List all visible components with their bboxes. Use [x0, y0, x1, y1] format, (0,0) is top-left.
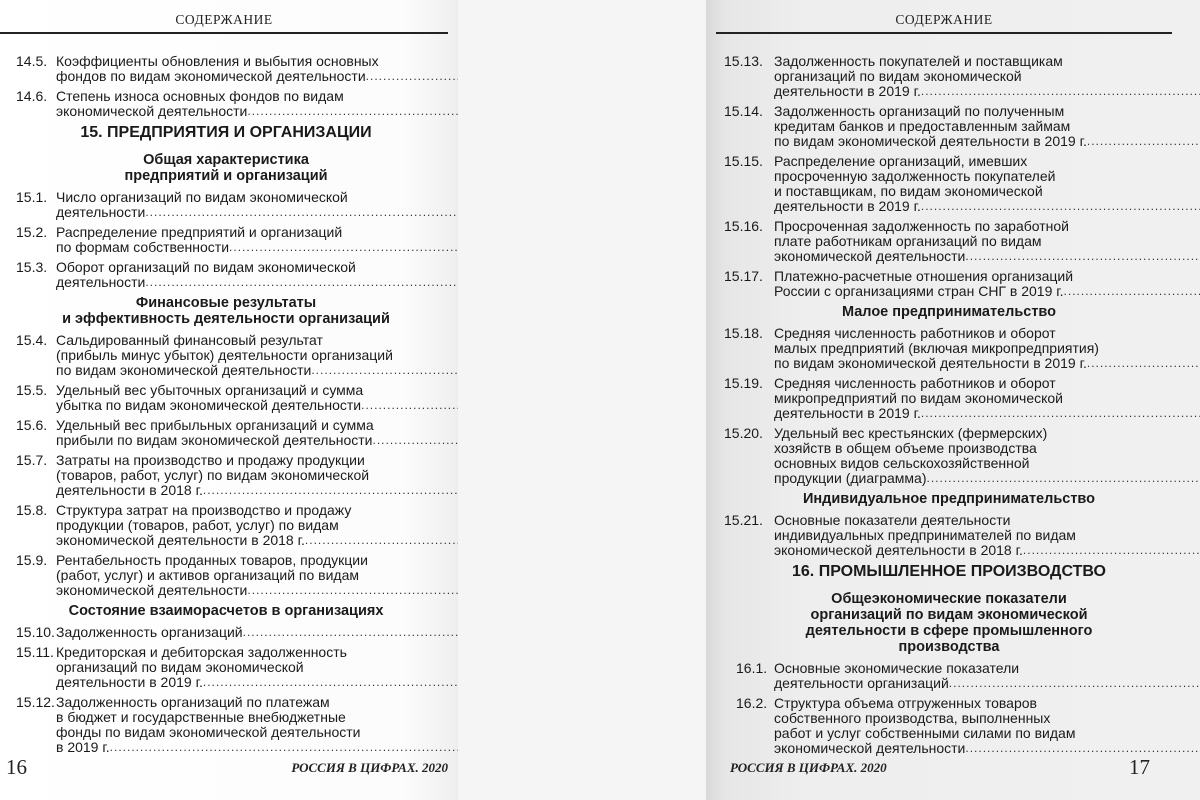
subheading-line: предприятий и организаций	[124, 168, 328, 184]
entry-title	[56, 190, 458, 220]
section-subheading	[724, 591, 1174, 655]
entry-last-line	[774, 84, 1200, 99]
dot-leader	[247, 104, 458, 119]
entry-number: 15.8.	[16, 502, 48, 518]
toc-entry[interactable]	[724, 376, 1174, 421]
entry-title	[774, 426, 1200, 486]
entry-title-line: и поставщикам, по видам экономической	[774, 183, 1043, 199]
entry-title-line: Степень износа основных фондов по видам	[56, 88, 344, 104]
entry-title-line: организаций по видам экономической	[56, 659, 304, 675]
subheading-line: Малое предпринимательство	[841, 304, 1056, 320]
entry-title-line: Задолженность покупателей и поставщикам	[774, 53, 1063, 69]
entry-last-line	[774, 471, 1200, 486]
toc-entry[interactable]	[16, 260, 436, 290]
entry-title-line: деятельности	[56, 274, 146, 290]
entry-title-line: убытка по видам экономической деятельности	[56, 397, 362, 413]
entry-title	[774, 661, 1200, 691]
entry-title-line: плате работникам организаций по видам	[774, 233, 1042, 249]
entry-title-line: малых предприятий (включая микропредприятия)	[774, 340, 1099, 356]
entry-number: 15.4.	[16, 332, 48, 348]
toc-entry[interactable]	[16, 333, 436, 378]
entry-title-line: экономической деятельности в 2018 г.	[774, 542, 1023, 558]
section-subheading	[16, 603, 436, 619]
toc-entry[interactable]	[724, 269, 1174, 299]
entry-number: 15.7.	[16, 452, 48, 468]
page-number: 16	[6, 755, 27, 779]
entry-title-line: фонды по видам экономической деятельности	[56, 724, 361, 740]
dot-leader	[243, 625, 458, 640]
entry-number: 15.17.	[724, 268, 763, 284]
dot-leader	[203, 483, 458, 498]
toc-entry[interactable]	[724, 513, 1174, 558]
section-subheading	[16, 152, 436, 184]
entry-title	[56, 625, 458, 640]
entry-title	[774, 219, 1200, 264]
dot-leader	[1087, 134, 1200, 149]
entry-title-line: организаций по видам экономической	[774, 68, 1022, 84]
entry-title-line: экономической деятельности	[56, 582, 248, 598]
entry-last-line	[774, 356, 1200, 371]
toc-entry[interactable]	[724, 154, 1174, 214]
entry-title-line: продукции (товаров, работ, услуг) по видам	[56, 517, 339, 533]
subheading-line: Общая характеристика	[143, 152, 309, 168]
entry-number: 16.2.	[736, 695, 768, 711]
entry-title-line: Структура затрат на производство и продажу	[56, 502, 352, 518]
entry-last-line	[56, 398, 458, 413]
entry-title-line: Затраты на производство и продажу продукции	[56, 452, 365, 468]
subheading-line: производства	[898, 639, 1000, 655]
entry-last-line	[56, 69, 458, 84]
entry-number: 15.19.	[724, 375, 763, 391]
toc-entry[interactable]	[724, 219, 1174, 264]
toc-entry[interactable]	[16, 190, 436, 220]
entry-number: 15.12.	[16, 694, 55, 710]
entry-title-line: Удельный вес прибыльных организаций и сумма	[56, 417, 374, 433]
entry-last-line	[774, 676, 1200, 691]
entry-title-line: по видам экономической деятельности	[56, 362, 312, 378]
entry-title	[56, 54, 458, 84]
entry-title	[774, 154, 1200, 214]
toc-entry[interactable]	[16, 418, 436, 448]
running-head: СОДЕРЖАНИЕ	[175, 12, 273, 27]
entry-title-line: (работ, услуг) и активов организаций по видам	[56, 567, 360, 583]
entry-title-line: экономической деятельности	[774, 248, 966, 264]
entry-last-line	[56, 363, 458, 378]
entry-title	[774, 104, 1200, 149]
entry-title	[774, 376, 1200, 421]
section-subheading	[16, 295, 436, 327]
entry-last-line	[774, 199, 1200, 214]
entry-title-line: Оборот организаций по видам экономической	[56, 259, 356, 275]
entry-last-line	[56, 433, 458, 448]
entry-title-line: Удельный вес крестьянских (фермерских)	[774, 425, 1048, 441]
entry-title-line: Число организаций по видам экономической	[56, 189, 348, 205]
entry-number: 15.11.	[16, 644, 54, 660]
dot-leader	[921, 84, 1200, 99]
entry-last-line	[774, 249, 1200, 264]
entry-title-line: Удельный вес убыточных организаций и сумма	[56, 382, 364, 398]
chapter-heading: 15. ПРЕДПРИЯТИЯ И ОРГАНИЗАЦИИ	[80, 124, 372, 141]
entry-last-line	[56, 740, 458, 755]
entry-number: 15.2.	[16, 224, 48, 240]
dot-leader	[247, 583, 458, 598]
subheading-line: Финансовые результаты	[135, 295, 317, 311]
toc-entry[interactable]	[16, 225, 436, 255]
entry-title-line: (прибыль минус убыток) деятельности организаций	[56, 347, 393, 363]
entry-title-line: деятельности в 2019 г.	[774, 198, 921, 214]
entry-last-line	[56, 275, 458, 290]
chapter-heading: 16. ПРОМЫШЛЕННОЕ ПРОИЗВОДСТВО	[792, 563, 1106, 580]
entry-title-line: Основные показатели деятельности	[774, 512, 1011, 528]
entry-last-line	[56, 483, 458, 498]
entry-last-line	[774, 741, 1200, 756]
entry-title-line: Распределение предприятий и организаций	[56, 224, 343, 240]
entry-title	[56, 333, 458, 378]
entry-title-line: кредитам банков и предоставленным займам	[774, 118, 1071, 134]
entry-number: 15.5.	[16, 382, 48, 398]
entry-number: 15.1.	[16, 189, 48, 205]
entry-title-line: Основные экономические показатели	[774, 660, 1020, 676]
entry-title-line: Средняя численность работников и оборот	[774, 375, 1056, 391]
entry-title	[774, 696, 1200, 756]
entry-title-line: Кредиторская и дебиторская задолженность	[56, 644, 347, 660]
entry-title-line: деятельности организаций	[774, 675, 949, 691]
entry-title-line: прибыли по видам экономической деятельности	[56, 432, 373, 448]
dot-leader	[921, 406, 1200, 421]
subheading-line: Состояние взаиморасчетов в организациях	[68, 603, 384, 619]
entry-title	[56, 645, 458, 690]
entry-last-line	[56, 583, 458, 598]
entry-title	[56, 260, 458, 290]
subheading-line: и эффективность деятельности организаций	[62, 311, 390, 327]
section-subheading	[724, 491, 1174, 507]
table-of-contents	[724, 54, 1174, 761]
dot-leader	[965, 741, 1200, 756]
entry-title-line: деятельности в 2019 г.	[56, 674, 203, 690]
subheading-line: Индивидуальное предпринимательство	[803, 491, 1095, 507]
entry-title-line: Сальдированный финансовый результат	[56, 332, 323, 348]
dot-leader	[361, 398, 458, 413]
dot-leader	[311, 363, 458, 378]
entry-number: 15.20.	[724, 425, 763, 441]
dot-leader	[373, 433, 459, 448]
dot-leader	[1064, 284, 1200, 299]
page-number: 17	[1129, 755, 1150, 779]
entry-title-line: деятельности в 2019 г.	[774, 405, 921, 421]
entry-title-line: хозяйств в общем объеме производства	[774, 440, 1037, 456]
entry-title	[56, 418, 458, 448]
table-of-contents	[16, 54, 436, 760]
entry-number: 15.21.	[724, 512, 763, 528]
entry-title-line: индивидуальных предпринимателей по видам	[774, 527, 1076, 543]
entry-number: 15.10.	[16, 624, 55, 640]
entry-title-line: Коэффициенты обновления и выбытия основных	[56, 53, 379, 69]
toc-entry[interactable]	[724, 661, 1174, 691]
subheading-line: деятельности в сфере промышленного	[805, 623, 1093, 639]
entry-number: 14.6.	[16, 88, 48, 104]
entry-title	[56, 503, 458, 548]
entry-title	[56, 553, 458, 598]
toc-entry[interactable]	[16, 695, 436, 755]
entry-title-line: в 2019 г.	[56, 739, 110, 755]
entry-last-line	[56, 675, 458, 690]
toc-entry[interactable]	[724, 326, 1174, 371]
entry-title-line: по формам собственности	[56, 239, 230, 255]
toc-entry[interactable]	[16, 645, 436, 690]
entry-number: 15.13.	[724, 53, 763, 69]
entry-number: 15.18.	[724, 325, 763, 341]
entry-last-line	[56, 104, 458, 119]
entry-number: 14.5.	[16, 53, 48, 69]
header-rule	[716, 32, 1172, 34]
toc-entry[interactable]	[16, 89, 436, 119]
entry-title	[56, 89, 458, 119]
entry-title	[774, 54, 1200, 99]
footer-title: РОССИЯ В ЦИФРАХ. 2020	[291, 760, 448, 775]
entry-title-line: деятельности в 2018 г.	[56, 482, 203, 498]
entry-last-line	[774, 134, 1200, 149]
entry-title	[56, 695, 458, 755]
entry-title	[774, 269, 1200, 299]
entry-title-line: микропредприятий по видам экономической	[774, 390, 1063, 406]
toc-entry[interactable]	[724, 104, 1174, 149]
toc-entry[interactable]	[16, 625, 436, 640]
entry-last-line	[774, 406, 1200, 421]
footer-title: РОССИЯ В ЦИФРАХ. 2020	[730, 760, 887, 775]
entry-last-line	[56, 625, 458, 640]
entry-last-line	[56, 240, 458, 255]
entry-title-line: Структура объема отгруженных товаров	[774, 695, 1037, 711]
toc-entry[interactable]	[724, 54, 1174, 99]
entry-title-line: Задолженность организаций по платежам	[56, 694, 330, 710]
entry-title-line: Средняя численность работников и оборот	[774, 325, 1056, 341]
entry-title-line: экономической деятельности	[774, 740, 966, 756]
entry-title-line: работ и услуг собственными силами по видам	[774, 725, 1076, 741]
dot-leader	[965, 249, 1200, 264]
entry-title	[56, 453, 458, 498]
toc-entry[interactable]	[16, 383, 436, 413]
entry-title-line: Просроченная задолженность по заработной	[774, 218, 1069, 234]
entry-number: 15.14.	[724, 103, 763, 119]
running-head: СОДЕРЖАНИЕ	[895, 12, 993, 27]
entry-title-line: продукции (диаграмма)	[774, 470, 927, 486]
page-gutter	[458, 0, 706, 800]
entry-title-line: в бюджет и государственные внебюджетные	[56, 709, 346, 725]
entry-title-line: деятельности в 2019 г.	[774, 83, 921, 99]
entry-last-line	[56, 533, 458, 548]
entry-number: 16.1.	[736, 660, 768, 676]
entry-last-line	[774, 543, 1200, 558]
entry-number: 15.15.	[724, 153, 763, 169]
section-subheading	[724, 304, 1174, 320]
entry-title-line: экономической деятельности в 2018 г.	[56, 532, 305, 548]
subheading-line: организаций по видам экономической	[810, 607, 1088, 623]
header-rule	[0, 32, 448, 34]
dot-leader	[366, 69, 458, 84]
toc-entry[interactable]	[16, 54, 436, 84]
entry-number: 15.3.	[16, 259, 48, 275]
dot-leader	[927, 471, 1200, 486]
entry-title-line: просроченную задолженность покупателей	[774, 168, 1056, 184]
entry-title-line: основных видов сельскохозяйственной	[774, 455, 1030, 471]
left-page	[0, 0, 458, 800]
toc-entry[interactable]	[16, 553, 436, 598]
dot-leader	[110, 740, 458, 755]
entry-last-line	[774, 284, 1200, 299]
entry-title-line: Платежно-расчетные отношения организаций	[774, 268, 1074, 284]
dot-leader	[229, 240, 458, 255]
dot-leader	[203, 675, 458, 690]
entry-title-line: собственного производства, выполненных	[774, 710, 1051, 726]
dot-leader	[145, 205, 458, 220]
entry-title-line: фондов по видам экономической деятельности	[56, 68, 366, 84]
dot-leader	[921, 199, 1200, 214]
entry-last-line	[56, 205, 458, 220]
entry-title	[56, 383, 458, 413]
toc-entry[interactable]	[724, 696, 1174, 756]
entry-title	[56, 225, 458, 255]
entry-title-line: по видам экономической деятельности в 2019 г.	[774, 355, 1087, 371]
entry-title-line: (товаров, работ, услуг) по видам экономической	[56, 467, 370, 483]
entry-title	[774, 513, 1200, 558]
dot-leader	[949, 676, 1200, 691]
subheading-line: Общеэкономические показатели	[831, 591, 1067, 607]
dot-leader	[305, 533, 458, 548]
dot-leader	[1087, 356, 1200, 371]
entry-title-line: по видам экономической деятельности в 2019 г.	[774, 133, 1087, 149]
right-page	[706, 0, 1200, 800]
entry-title-line: России с организациями стран СНГ в 2019 г.	[774, 283, 1064, 299]
entry-title-line: Задолженность организаций по полученным	[774, 103, 1065, 119]
entry-title	[774, 326, 1200, 371]
entry-title-line: Задолженность организаций	[56, 624, 243, 640]
entry-title-line: экономической деятельности	[56, 103, 248, 119]
toc-entry[interactable]	[16, 503, 436, 548]
toc-entry[interactable]	[16, 453, 436, 498]
entry-number: 15.9.	[16, 552, 48, 568]
entry-title-line: деятельности	[56, 204, 146, 220]
entry-number: 15.6.	[16, 417, 48, 433]
dot-leader	[1023, 543, 1200, 558]
entry-title-line: Рентабельность проданных товаров, продукции	[56, 552, 368, 568]
dot-leader	[145, 275, 458, 290]
toc-entry[interactable]	[724, 426, 1174, 486]
entry-number: 15.16.	[724, 218, 763, 234]
entry-title-line: Распределение организаций, имевших	[774, 153, 1028, 169]
